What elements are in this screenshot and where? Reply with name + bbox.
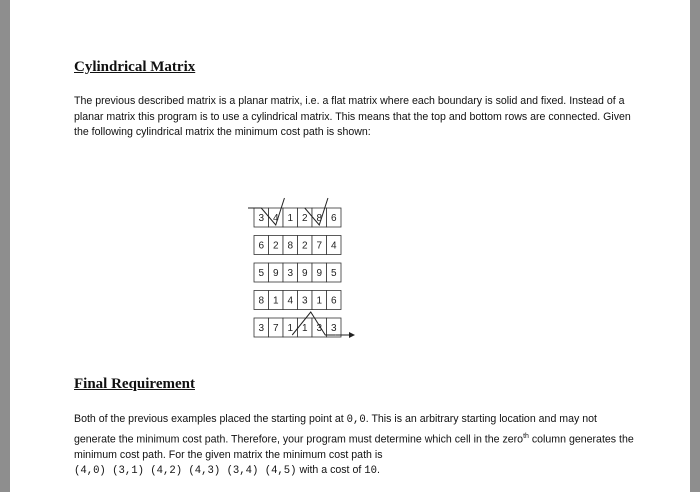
section-title-cylindrical-matrix: Cylindrical Matrix xyxy=(74,59,196,75)
text-e: . xyxy=(376,464,380,477)
superscript-th: th xyxy=(523,432,529,440)
text-c: column generates the minimum cost path. For the given matrix the minimum cost path is xyxy=(74,433,634,461)
path-arrowhead xyxy=(349,332,355,338)
matrix-cell-value: 5 xyxy=(330,268,337,279)
matrix-cell-value: 1 xyxy=(316,295,323,307)
matrix-cell-value: 3 xyxy=(258,213,265,224)
matrix-cell-value: 1 xyxy=(301,323,308,334)
matrix-cell-value: 3 xyxy=(316,323,323,334)
matrix-cell-value: 9 xyxy=(301,268,308,279)
matrix-diagram xyxy=(236,200,386,350)
matrix-cell-value: 7 xyxy=(316,240,323,252)
matrix-cell-value: 2 xyxy=(272,240,279,252)
text-d: with a cost of xyxy=(296,464,365,477)
matrix-figure xyxy=(236,200,386,350)
matrix-cell-value: 8 xyxy=(258,295,265,307)
matrix-cell-value: 8 xyxy=(316,213,323,224)
matrix-cell-value: 3 xyxy=(330,323,337,334)
matrix-cell-value: 9 xyxy=(272,268,279,279)
min-cost-path: (4,0) (3,1) (4,2) (4,3) (3,4) (4,5) xyxy=(74,465,297,478)
start-point: 0,0 xyxy=(346,414,366,426)
matrix-cell-value: 4 xyxy=(272,213,279,224)
matrix-cell-value: 1 xyxy=(287,213,294,224)
matrix-cell-value: 2 xyxy=(301,240,308,252)
matrix-cell-value: 3 xyxy=(287,268,294,279)
matrix-cell-value: 3 xyxy=(258,323,265,334)
matrix-cell-value: 2 xyxy=(301,213,308,224)
matrix-cell-value: 5 xyxy=(258,268,265,279)
matrix-cell-value: 1 xyxy=(287,323,294,334)
text-b: . This is an arbitrary starting location and may not generate the minimum cost path. Therefore, your program must determine which cell in the zero xyxy=(74,413,597,446)
matrix-cell-value: 1 xyxy=(272,295,279,307)
matrix-cell-value: 4 xyxy=(330,240,337,252)
matrix-cell-value: 6 xyxy=(330,213,337,224)
document-page xyxy=(10,0,690,492)
text-a: Both of the previous examples placed the starting point at xyxy=(74,413,347,425)
matrix-cell-value: 9 xyxy=(316,268,323,279)
final-requirement-paragraph xyxy=(74,412,634,480)
matrix-cell-value: 6 xyxy=(258,240,265,252)
matrix-cell-value: 3 xyxy=(301,295,308,307)
matrix-cell-value: 7 xyxy=(272,323,279,334)
path-cost: 10 xyxy=(364,465,377,478)
matrix-cell-value: 8 xyxy=(287,240,294,252)
matrix-cell-value: 4 xyxy=(287,295,294,307)
matrix-cell-value: 6 xyxy=(330,295,337,307)
section-title-final-requirement: Final Requirement xyxy=(74,376,195,392)
cylindrical-matrix-paragraph: The previous described matrix is a planar matrix, i.e. a flat matrix where each boundary is solid and fixed. Instead of a planar matrix this program is to use a cylindrical matrix. This means that the top and bottom rows are connected. Given the following cylindrical matrix the minimum cost path is shown: xyxy=(74,95,631,139)
